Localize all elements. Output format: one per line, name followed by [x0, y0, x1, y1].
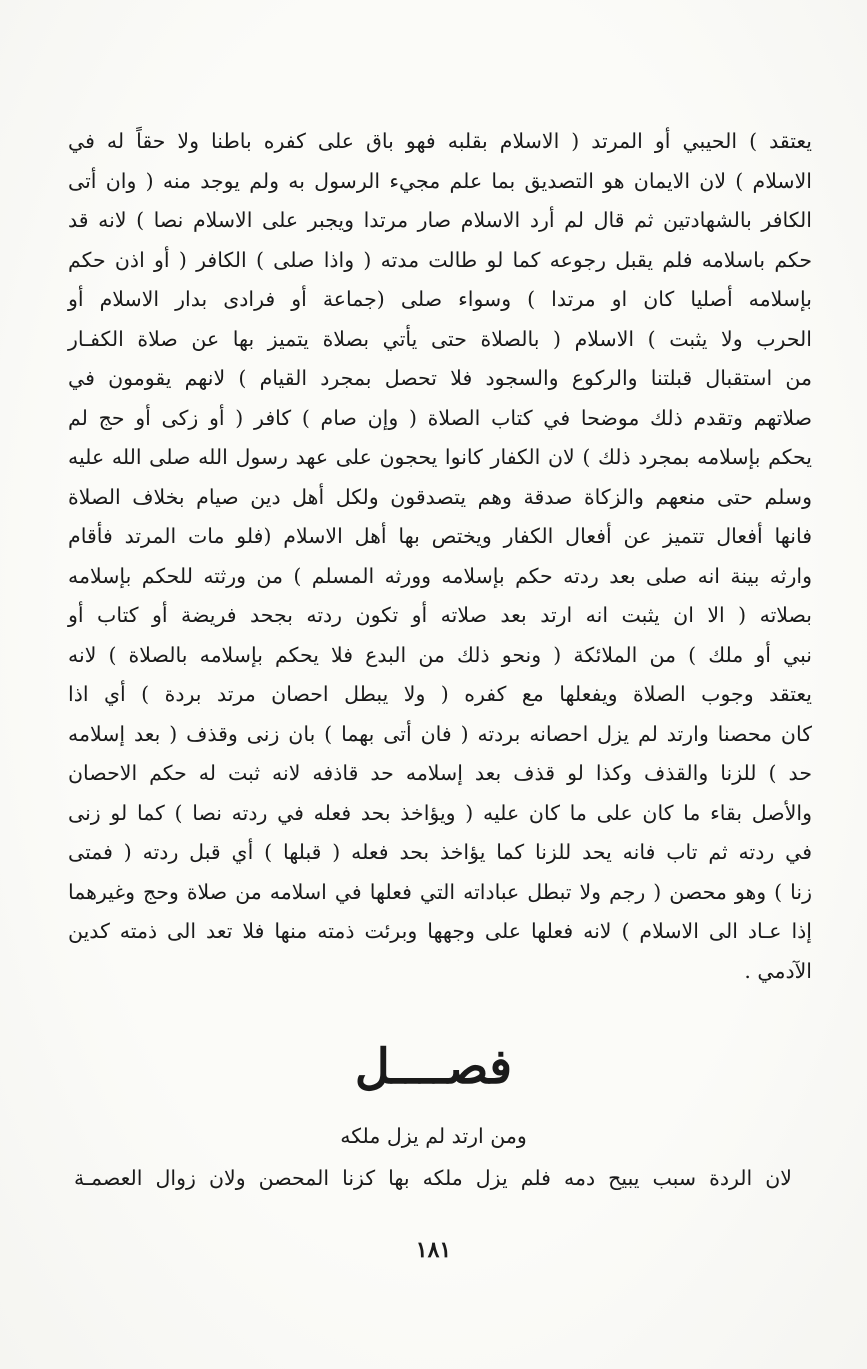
- text-line-8: صلاتهم وتقدم ذلك موضحا في كتاب الصلاة ( وإن صام ) كافر ( أو زكى أو حج لم: [68, 405, 812, 430]
- text-line-11: فانها أفعال تتميز عن أفعال الكفار ويختص بها أهل الاسلام (فلو مات المرتد فأقام: [68, 524, 812, 548]
- text-line-4: حكم باسلامه فلم يقبل رجوعه كما لو طالت مدته ( واذا صلى ) الكافر ( أو اذن حكم: [68, 247, 813, 272]
- text-line-14: نبي أو ملك ) من الملائكة ( ونحو ذلك من البدع فلا يحكم بإسلامه بالصلاة ) لانه: [68, 642, 812, 667]
- text-line-7: من استقبال قبلتنا والركوع والسجود فلا تحصل بمجرد القيام ) لانهم يقومون في: [68, 366, 812, 390]
- text-line-16: كان محصنا وارتد لم يزل احصانه بردته ( فان أتى بهما ) بان زنى وقذف ( بعد إسلامه: [68, 721, 812, 746]
- text-line-18: والأصل بقاء ما كان على ما كان عليه ( ويؤاخذ بحد فعله في ردته نصا ) كما لو زنى: [68, 800, 812, 825]
- text-line-1: يعتقد ) الحيبي أو المرتد ( الاسلام بقلبه فهو باق على كفره باطنا ولا حقاً له في: [68, 129, 812, 153]
- main-text-block: [68, 122, 812, 991]
- text-line-5: بإسلامه أصليا كان او مرتدا ) وسواء صلى (جماعة أو فرادى بدار الاسلام أو: [68, 287, 812, 311]
- text-line-10: وسلم حتى منعهم والزكاة صدقة وهم يتصدقون ولكل أهل دين صيام بخلاف الصلاة: [68, 484, 812, 509]
- section-first-line: لان الردة سبب يبيح دمه فلم يزل ملكه بها كزنا المحصن ولان زوال العصمـة: [74, 1166, 792, 1190]
- text-line-13: بصلاته ( الا ان يثبت انه ارتد بعد صلاته أو تكون ردته بجحد فريضة أو كتاب أو: [68, 603, 812, 627]
- text-line-12: وارثه بينة انه صلى بعد ردته حكم بإسلامه وورثه المسلم ) من ورثته للحكم بإسلامه: [68, 563, 812, 588]
- text-line-6: الحرب ولا يثبت ) الاسلام ( بالصلاة حتى يأتي بصلاة يتميز بها عن صلاة الكفـار: [68, 326, 812, 351]
- text-line-15: يعتقد وجوب الصلاة ويفعلها مع كفره ( ولا يبطل احصان مرتد بردة ) أي اذا: [68, 682, 812, 706]
- text-line-22: الآدمي .: [744, 958, 812, 983]
- text-line-9: يحكم بإسلامه بمجرد ذلك ) لان الكفار كانوا يحجون على عهد رسول الله صلى الله عليه: [68, 445, 812, 469]
- page-number: ١٨١: [415, 1237, 452, 1263]
- text-line-20: زنا ) وهو محصن ( رجم ولا تبطل عباداته التي فعلها في اسلامه من صلاة وحج وغيرهما: [68, 879, 812, 904]
- text-line-2: الاسلام ) لان الايمان هو التصديق بما علم مجيء الرسول به ولم يوجد منه ( وان أتى: [68, 168, 812, 193]
- text-line-3: الكافر بالشهادتين ثم قال لم أرد الاسلام صار مرتدا ويجبر على الاسلام نصا ) لانه قد: [68, 208, 812, 232]
- section-heading: فصــــل: [354, 1039, 513, 1095]
- text-line-21: إذا عـاد الى الاسلام ) لانه فعلها على وجهها وبرئت ذمته منها فلا تعد الى ذمته كدين: [68, 919, 812, 943]
- section-subtitle: ومن ارتد لم يزل ملكه: [340, 1124, 527, 1148]
- text-line-17: حد ) للزنا والقذف وكذا لو قذف بعد إسلامه حد قاذفه لانه ثبت له حكم الاحصان: [68, 761, 812, 785]
- text-line-19: في ردته ثم تاب فانه يحد للزنا كما يؤاخذ بحد فعله ( قبلها ) أي قبل ردته ( فمتى: [68, 840, 812, 864]
